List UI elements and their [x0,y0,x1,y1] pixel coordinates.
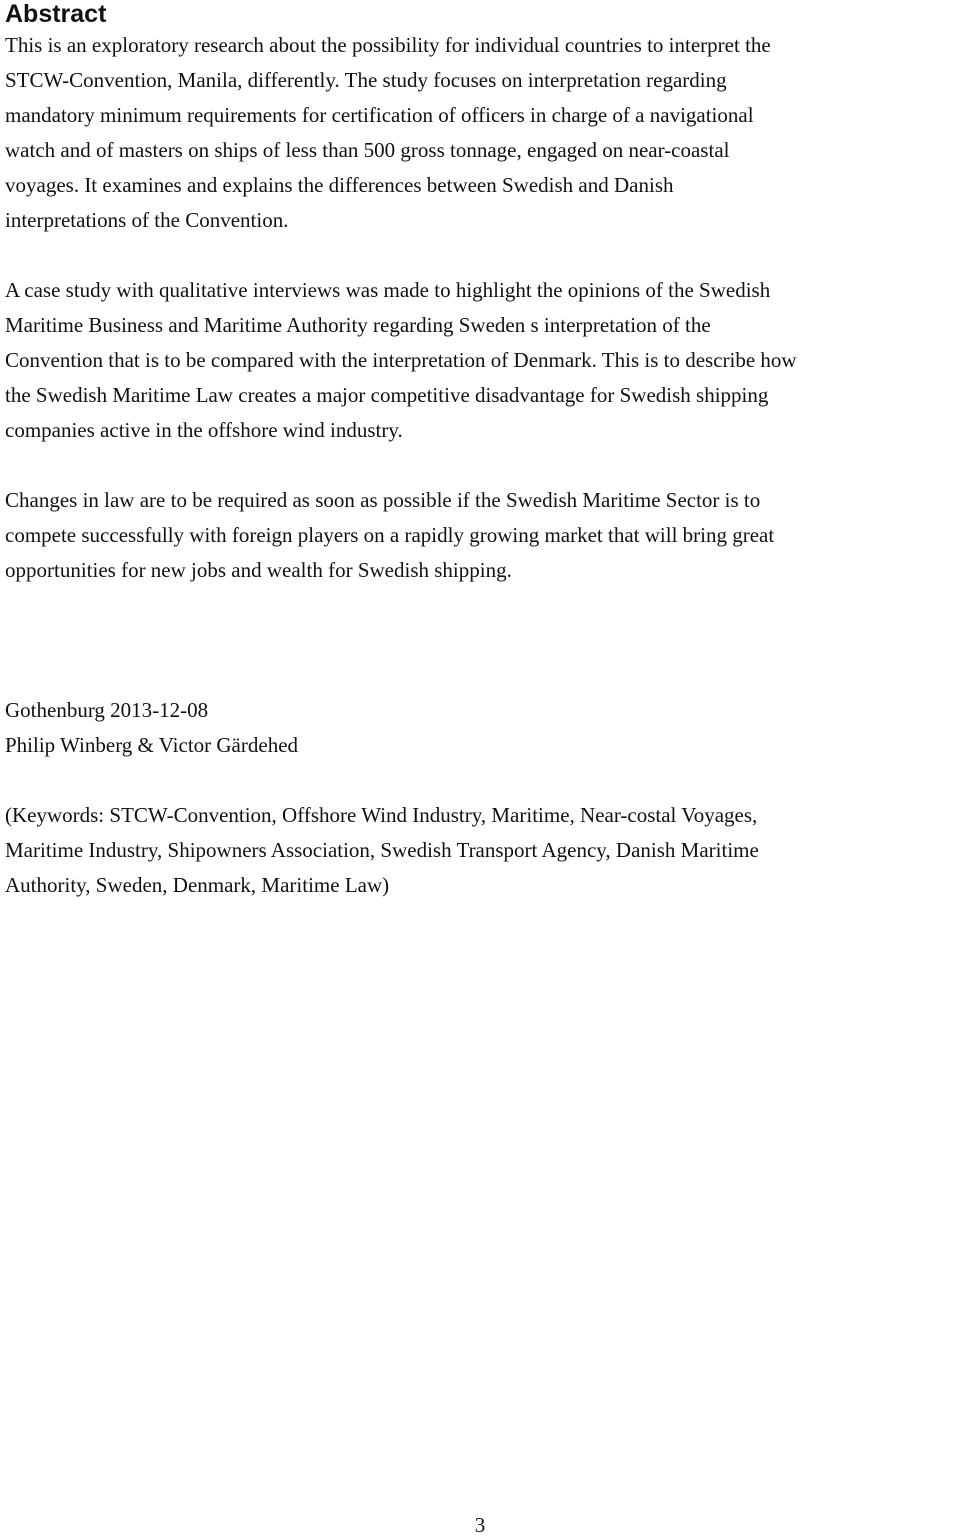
abstract-heading: Abstract [5,0,107,28]
abstract-paragraph-1 [5,28,960,238]
text-line: opportunities for new jobs and wealth for Swedish shipping. [5,558,512,582]
text-line: Convention that is to be compared with the interpretation of Denmark. This is to describe how [5,348,797,372]
signature-block [5,693,960,763]
text-line: This is an exploratory research about the possibility for individual countries to interpret the [5,33,771,57]
page-number: 3 [474,1513,486,1537]
text-line: voyages. It examines and explains the differences between Swedish and Danish [5,173,674,197]
text-line: interpretations of the Convention. [5,208,289,232]
text-line: Maritime Business and Maritime Authority regarding Sweden s interpretation of the [5,313,711,337]
text-line: mandatory minimum requirements for certification of officers in charge of a navigational [5,103,754,127]
text-line: companies active in the offshore wind industry. [5,418,403,442]
text-line: Changes in law are to be required as soon as possible if the Swedish Maritime Sector is to [5,488,761,512]
keywords-block [5,798,960,903]
text-line: the Swedish Maritime Law creates a major competitive disadvantage for Swedish shipping [5,383,769,407]
text-line: watch and of masters on ships of less than 500 gross tonnage, engaged on near-coastal [5,138,730,162]
paragraph-spacer [5,448,960,483]
paragraph-spacer [5,763,960,798]
text-line: STCW-Convention, Manila, differently. The study focuses on interpretation regarding [5,68,727,92]
abstract-paragraph-3 [5,483,960,588]
abstract-paragraph-2 [5,273,960,448]
text-line: (Keywords: STCW-Convention, Offshore Wind Industry, Maritime, Near-costal Voyages, [5,803,758,827]
place-date: Gothenburg 2013-12-08 [5,698,209,722]
text-line: compete successfully with foreign players on a rapidly growing market that will bring great [5,523,775,547]
section-spacer [5,588,960,693]
authors: Philip Winberg & Victor Gärdehed [5,733,299,757]
text-line: A case study with qualitative interviews was made to highlight the opinions of the Swedish [5,278,771,302]
paragraph-spacer [5,238,960,273]
document-page [5,0,960,903]
text-line: Maritime Industry, Shipowners Association, Swedish Transport Agency, Danish Maritime [5,838,759,862]
text-line: Authority, Sweden, Denmark, Maritime Law) [5,873,390,897]
